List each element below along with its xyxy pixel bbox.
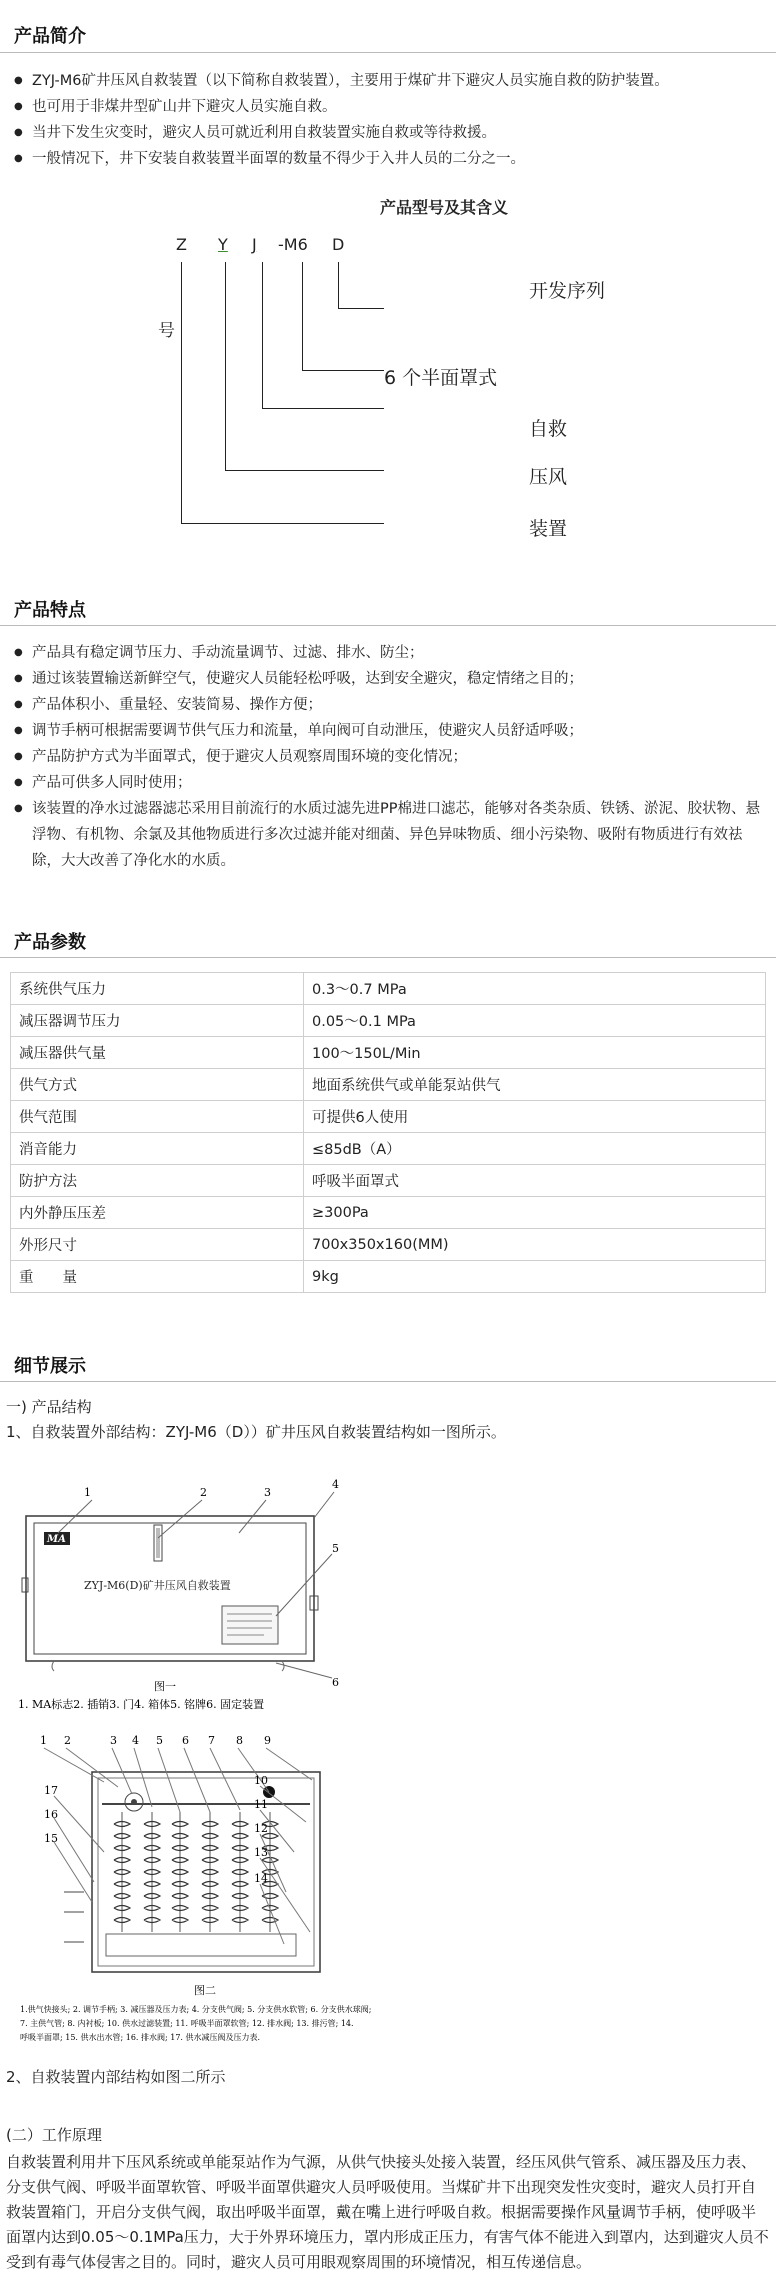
table-row: [11, 973, 766, 1005]
param-key: 供气方式: [11, 1069, 304, 1101]
fig2-caption: 图二: [194, 1984, 216, 1997]
fig2-num-12: 12: [254, 1822, 268, 1835]
param-value: 700x350x160(MM): [304, 1229, 766, 1261]
fig2-num-1: 1: [40, 1734, 47, 1747]
fig2-legend-line: 1.供气快接头; 2. 调节手柄; 3. 减压器及压力表; 4. 分支供气阀; 5. 分支供水软管; 6. 分支供水球阀;: [20, 2005, 372, 2014]
fig2-num-2: 2: [64, 1734, 71, 1747]
code-d: D: [332, 235, 345, 254]
structure-item1: 1、自救装置外部结构：ZYJ-M6（D））矿井压风自救装置结构如一图所示。: [6, 1423, 506, 1441]
fig2-num-4: 4: [132, 1734, 139, 1747]
code-z: Z: [176, 235, 187, 254]
details-divider: [0, 1381, 776, 1382]
figure-internal-structure: [14, 1732, 434, 2062]
param-value: 可提供6人使用: [304, 1101, 766, 1133]
fig1-num-6: 6: [332, 1676, 339, 1689]
details-title: 细节展示: [14, 1356, 86, 1377]
table-row: [11, 1037, 766, 1069]
fig2-num-3: 3: [110, 1734, 117, 1747]
param-value: 地面系统供气或单能泵站供气: [304, 1069, 766, 1101]
fig2-num-17: 17: [44, 1784, 58, 1797]
param-key: 内外静压压差: [11, 1197, 304, 1229]
intro-title: 产品简介: [14, 26, 86, 47]
fig1-num-5: 5: [332, 1542, 339, 1555]
fig2-legend-line: 7. 主供气管; 8. 内衬板; 10. 供水过滤装置; 11. 呼吸半面罩软管; 12. 排水阀; 13. 排污管; 14.: [20, 2019, 354, 2028]
features-divider: [0, 625, 776, 626]
param-key: 减压器供气量: [11, 1037, 304, 1069]
fig1-caption: 图一: [154, 1680, 176, 1693]
principle-heading: (二）工作原理: [6, 2126, 102, 2144]
param-key: 消音能力: [11, 1133, 304, 1165]
fig1-num-1: 1: [84, 1486, 91, 1499]
fig2-num-7: 7: [208, 1734, 215, 1747]
meaning-series: 开发序列: [529, 280, 606, 302]
param-key: 外形尺寸: [11, 1229, 304, 1261]
intro-item: ● 也可用于非煤井型矿山井下避灾人员实施自救。: [12, 94, 764, 120]
structure-heading: 一) 产品结构: [6, 1398, 92, 1416]
table-row: [11, 1197, 766, 1229]
fig2-num-13: 13: [254, 1846, 268, 1859]
table-row: [11, 1261, 766, 1293]
model-title: 产品型号及其含义: [380, 198, 509, 217]
fig2-num-5: 5: [156, 1734, 163, 1747]
fig1-legend: 1. MA标志2. 插销3. 门4. 箱体5. 铭牌6. 固定装置: [18, 1698, 265, 1711]
table-row: [11, 1005, 766, 1037]
figure-external-structure: [14, 1478, 344, 1718]
table-row: [11, 1069, 766, 1101]
fig1-num-3: 3: [264, 1486, 271, 1499]
device-name-label: ZYJ-M6(D)矿井压风自救装置: [84, 1579, 231, 1592]
fig2-num-14: 14: [254, 1872, 268, 1885]
fig2-num-9: 9: [264, 1734, 271, 1747]
param-key: 系统供气压力: [11, 973, 304, 1005]
fig2-num-11: 11: [254, 1798, 268, 1811]
param-value: 9kg: [304, 1261, 766, 1293]
meaning-mask: 6 个半面罩式: [384, 367, 498, 389]
table-row: [11, 1133, 766, 1165]
param-value: ≥300Pa: [304, 1197, 766, 1229]
code-m6: -M6: [278, 235, 308, 254]
feature-item: ● 产品具有稳定调节压力、手动流量调节、过滤、排水、防尘；: [12, 640, 764, 666]
feature-item: ● 产品防护方式为半面罩式，便于避灾人员观察周围环境的变化情况；: [12, 744, 764, 770]
intro-item: ● 当井下发生灾变时，避灾人员可就近利用自救装置实施自救或等待救援。: [12, 120, 764, 146]
table-row: [11, 1229, 766, 1261]
params-title: 产品参数: [14, 932, 86, 953]
feature-item: ● 调节手柄可根据需要调节供气压力和流量，单向阀可自动泄压，使避灾人员舒适呼吸；: [12, 718, 764, 744]
ma-logo: MA: [47, 1534, 66, 1545]
param-key: 供气范围: [11, 1101, 304, 1133]
features-title: 产品特点: [14, 600, 86, 621]
intro-item: ● 一般情况下，井下安装自救装置半面罩的数量不得少于入井人员的二分之一。: [12, 146, 764, 172]
param-key: 重 量: [11, 1261, 304, 1293]
meaning-device: 装置: [529, 518, 568, 540]
params-divider: [0, 957, 776, 958]
table-row: [11, 1101, 766, 1133]
param-value: 0.05～0.1 MPa: [304, 1005, 766, 1037]
param-value: 100～150L/Min: [304, 1037, 766, 1069]
param-value: 呼吸半面罩式: [304, 1165, 766, 1197]
feature-item: ● 该装置的净水过滤器滤芯采用目前流行的水质过滤先进PP棉进口滤芯，能够对各类杂质、铁锈、淤泥、胶状物、悬浮物、有机物、余氯及其他物质进行多次过滤并能对细菌、异色异味物质、细小污染物、吸附有物质进行有效祛除，大大改善了净化水的水质。: [12, 796, 764, 874]
features-list: [12, 640, 764, 874]
feature-item: ● 通过该装置输送新鲜空气，使避灾人员能轻松呼吸，达到安全避灾，稳定情绪之目的；: [12, 666, 764, 692]
fig2-num-8: 8: [236, 1734, 243, 1747]
param-value: 0.3～0.7 MPa: [304, 973, 766, 1005]
side-char: 号: [158, 321, 175, 341]
fig1-num-2: 2: [200, 1486, 207, 1499]
feature-item: ● 产品体积小、重量轻、安装简易、操作方便；: [12, 692, 764, 718]
intro-item: ● ZYJ-M6矿井压风自救装置（以下简称自救装置），主要用于煤矿井下避灾人员实施自救的防护装置。: [12, 68, 764, 94]
structure-item2: 2、自救装置内部结构如图二所示: [6, 2068, 226, 2086]
code-j: J: [252, 235, 257, 254]
intro-divider: [0, 52, 776, 53]
principle-text: 自救装置利用井下压风系统或单能泵站作为气源，从供气快接头处接入装置，经压风供气管系、减压器及压力表、分支供气阀、呼吸半面罩软管、呼吸半面罩供避灾人员呼吸使用。当煤矿井下出现突发性灾变时，避灾人员打开自救装置箱门，开启分支供气阀，取出呼吸半面罩，戴在嘴上进行呼吸自救。根据需要操作风量调节手柄，使呼吸半面罩内达到0.05～0.1MPa压力，大于外界环境压力，罩内形成正压力，有害气体不能进入到罩内，达到避灾人员不受到有毒气体侵害之目的。同时，避灾人员可用眼观察周围的环境情况，相互传递信息。: [6, 2153, 769, 2271]
intro-list: [12, 68, 764, 172]
param-key: 减压器调节压力: [11, 1005, 304, 1037]
params-table: [10, 972, 766, 1293]
meaning-compressed-air: 压风: [529, 466, 568, 488]
param-value: ≤85dB（A）: [304, 1133, 766, 1165]
param-key: 防护方法: [11, 1165, 304, 1197]
fig1-num-4: 4: [332, 1478, 339, 1491]
code-y: Y: [218, 235, 228, 254]
fig2-legend-line: 呼吸半面罩; 15. 供水出水管; 16. 排水阀; 17. 供水减压阀及压力表.: [20, 2033, 261, 2042]
feature-item: ● 产品可供多人同时使用；: [12, 770, 764, 796]
table-row: [11, 1165, 766, 1197]
fig2-num-16: 16: [44, 1808, 58, 1821]
fig2-num-15: 15: [44, 1832, 58, 1845]
fig2-num-6: 6: [182, 1734, 189, 1747]
meaning-self-rescue: 自救: [529, 418, 568, 440]
fig2-num-10: 10: [254, 1774, 268, 1787]
